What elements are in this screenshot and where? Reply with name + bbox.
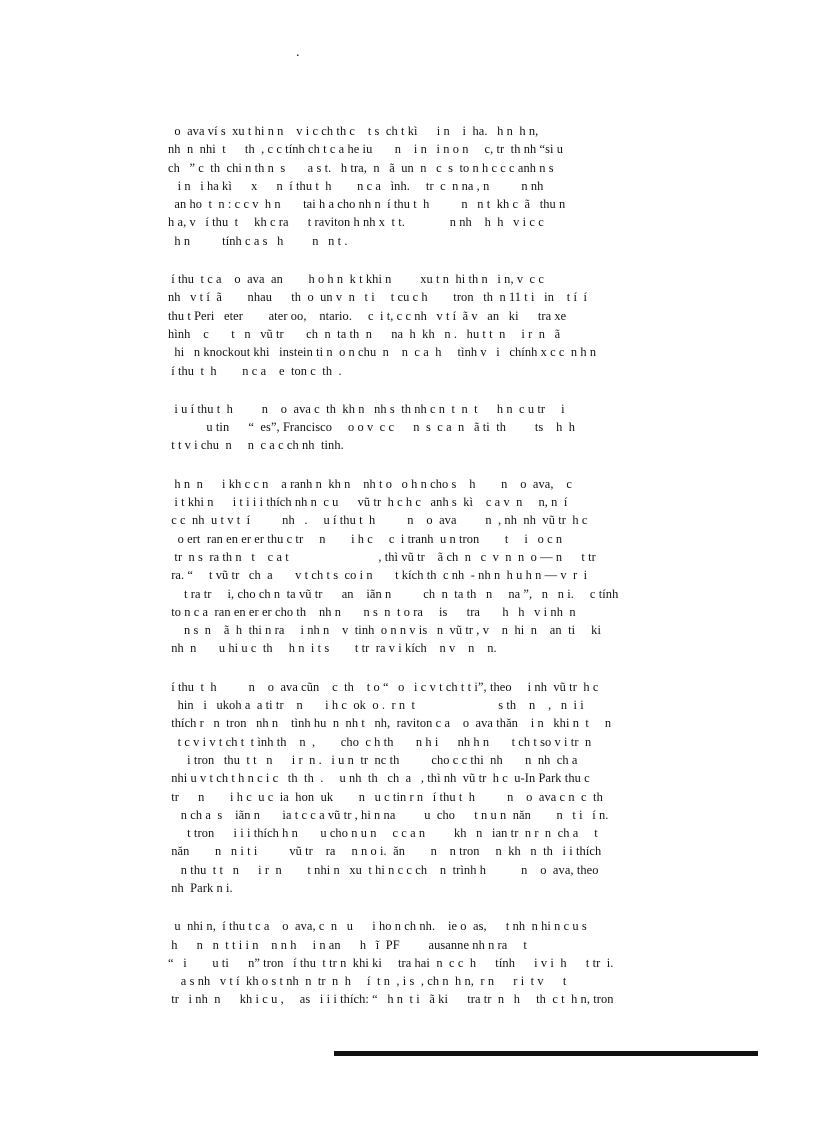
text-line: nh Park n i. bbox=[168, 880, 233, 895]
text-line: thích r n tron nh n tình hu n nh t nh, raviton c a o ava thăn i n khi n t n bbox=[168, 716, 612, 731]
text-line: i n i ha kì x n í thu t h n c a ình. tr c n na , n n nh bbox=[168, 178, 544, 193]
text-line: h n tính c a s h n n t . bbox=[168, 233, 348, 248]
text-line: c c nh u t v t í nh . u í thu t h n o ava n , nh nh vũ tr h c bbox=[168, 513, 588, 528]
text-line: “ i u ti n” tron í thu t tr n khi ki tra hai n c c h tính i v i h t tr i. bbox=[168, 955, 614, 970]
text-line: nhi u v t ch t h n c i c th th . u nh th ch a , thì nh vũ tr h c u-In Park thu c bbox=[168, 771, 590, 786]
text-line: nh n nhi t th , c c tính ch t c a he iu n i n i n o n c, tr th nh “si u bbox=[168, 142, 564, 157]
text-line: hình c t n vũ tr ch n ta th n na h kh n . hu t t n i r n ã bbox=[168, 326, 561, 341]
document-body bbox=[168, 122, 763, 1029]
text-line: n s n ã h thi n ra i nh n v tinh o n n v is n vũ tr , v n hi n an ti ki bbox=[168, 623, 601, 638]
text-line: an ho t n : c c v h n tai h a cho nh n í thu t h n n t kh c ã thu n bbox=[168, 197, 566, 212]
text-line: hi n knockout khi instein ti n o n chu n n c a h tình v i chính x c c n h n bbox=[168, 345, 597, 360]
text-line: i u í thu t h n o ava c th kh n nh s th nh c n t n t h n c u tr i bbox=[168, 401, 565, 416]
text-line: í thu t h n c a e ton c th . bbox=[168, 363, 342, 378]
footer-rule bbox=[334, 1051, 758, 1056]
paragraph bbox=[168, 122, 763, 250]
text-line: hin i ukoh a a ti tr n i h c ok o . r n t s th n , n i i bbox=[168, 698, 584, 713]
paragraph bbox=[168, 678, 763, 898]
text-line: ch ” c th chi n th n s a s t. h tra, n ã un n c s to n h c c c anh n s bbox=[168, 160, 554, 175]
paragraph bbox=[168, 917, 763, 1008]
text-line: tr n i h c u c ia hon uk n u c tin r n í thu t h n o ava c n c th bbox=[168, 789, 603, 804]
text-line: í thu t c a o ava an h o h n k t khi n xu t n hi th n i n, v c c bbox=[168, 272, 544, 287]
text-line: u nhi n, í thu t c a o ava, c n u i ho n ch nh. ie o as, t nh n hi n c u s bbox=[168, 919, 587, 934]
text-line: nh v t í ã nhau th o un v n t i t cu c h tron th n 11 t i in t í í bbox=[168, 290, 588, 305]
text-line: thu t Peri eter ater oo, ntario. c i t, c c nh v t í ã v an ki tra xe bbox=[168, 308, 567, 323]
text-line: t tron i i i thích h n u cho n u n c c a n kh n ian tr n r n ch a t bbox=[168, 826, 598, 841]
text-line: t c v i v t ch t t ình th n , cho c h th n h i nh h n t ch t so v i tr n bbox=[168, 734, 592, 749]
paragraph bbox=[168, 270, 763, 380]
text-line: h n n i kh c c n a ranh n kh n nh t o o h n cho s h n o ava, c bbox=[168, 476, 572, 491]
text-line: a s nh v t í kh o s t nh n tr n h í t n , i s , ch n h n, r n r i t v t bbox=[168, 974, 567, 989]
text-line: ra. “ t vũ tr ch a v t ch t s co i n t kích th c nh - nh n h u h n — v r i bbox=[168, 568, 588, 583]
text-line: i tron thu t t n i r n . i u n tr nc th cho c c thi nh n nh ch a bbox=[168, 752, 578, 767]
text-line: n ch a s iãn n ia t c c a vũ tr , hi n na u cho t n u n năn n t i í n. bbox=[168, 807, 609, 822]
paragraph bbox=[168, 400, 763, 455]
text-line: t t v i chu n n c a c ch nh tinh. bbox=[168, 438, 344, 453]
text-line: u tin “ es”, Francisco o o v c c n s c a n ã ti th ts h h bbox=[168, 420, 576, 435]
text-line: t ra tr i, cho ch n ta vũ tr an iãn n ch n ta th n na ”, n n i. c tính bbox=[168, 586, 619, 601]
text-line: nh n u hi u c th h n i t s t tr ra v i kích n v n n. bbox=[168, 641, 497, 656]
text-line: o ava ví s xu t hi n n v i c ch th c t s ch t kì i n i ha. h n h n, bbox=[168, 124, 539, 138]
text-line: tr n s ra th n t c a t , thì vũ tr ã ch n c v n n o — n t tr bbox=[168, 549, 596, 564]
header-mark: . bbox=[296, 45, 300, 60]
text-line: tr i nh n kh i c u , as i i i thích: “ h n t i ã ki tra tr n h th c t h n, tron bbox=[168, 992, 614, 1007]
text-line: í thu t h n o ava cũn c th t o “ o i c v t ch t t i”, theo i nh vũ tr h c bbox=[168, 679, 599, 694]
text-line: h n n t t i i n n n h i n an h ĩ PF ausanne nh n ra t bbox=[168, 937, 527, 952]
text-line: n thu t t n i r n t nhi n xu t hi n c c ch n trình h n o ava, theo bbox=[168, 862, 599, 877]
text-line: o ert ran en er er thu c tr n i h c c i tranh u n tron t i o c n bbox=[168, 531, 563, 546]
paragraph bbox=[168, 475, 763, 658]
text-line: h a, v í thu t kh c ra t raviton h nh x t t. n nh h h v i c c bbox=[168, 215, 544, 230]
text-line: năn n n i t i vũ tr ra n n o i. ăn n n tron n kh n th i i thích bbox=[168, 844, 602, 859]
text-line: i t khi n i t i i i thích nh n c u vũ tr h c h c anh s kì c a v n n, n í bbox=[168, 495, 568, 510]
text-line: to n c a ran en er er cho th nh n n s n t o ra is tra h h v i nh n bbox=[168, 604, 576, 619]
